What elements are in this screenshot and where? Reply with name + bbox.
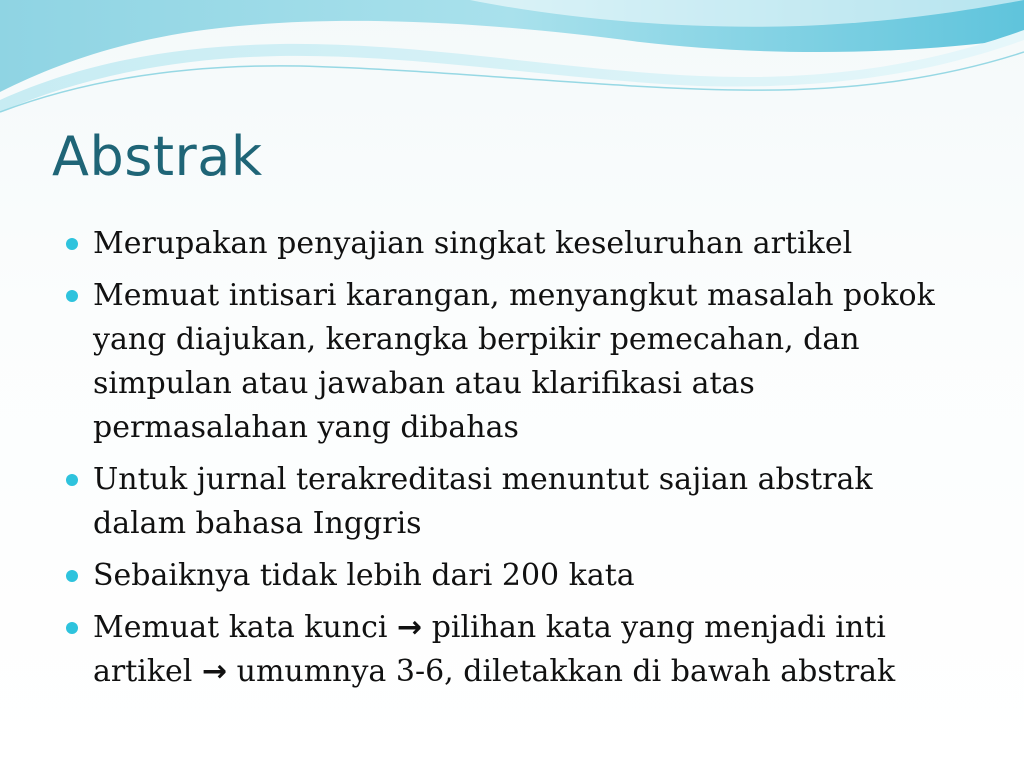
bullet-text: Merupakan penyajian singkat keseluruhan artikel	[93, 226, 853, 261]
bullet-item	[64, 274, 964, 450]
bullet-icon	[66, 474, 78, 486]
bullet-text: Sebaiknya tidak lebih dari 200 kata	[93, 558, 635, 593]
bullet-list	[64, 222, 964, 702]
bullet-text: Memuat intisari karangan, menyangkut masalah pokok yang diajukan, kerangka berpikir pemecahan, dan simpulan atau jawaban atau klarifikasi atas permasalahan yang dibahas	[93, 278, 935, 445]
bullet-text-part: pilihan kata yang menjadi inti artikel	[93, 610, 886, 689]
arrow-right-icon: →	[201, 654, 228, 689]
arrow-right-icon: →	[397, 610, 423, 645]
bullet-item	[64, 458, 964, 546]
bullet-item	[64, 554, 964, 598]
decorative-wave-header	[0, 0, 1024, 130]
bullet-item	[64, 222, 964, 266]
bullet-text: Untuk jurnal terakreditasi menuntut sajian abstrak dalam bahasa Inggris	[93, 462, 873, 541]
bullet-text-part: umumnya 3-6, diletakkan di bawah abstrak	[227, 654, 896, 689]
bullet-icon	[66, 622, 78, 634]
bullet-icon	[66, 290, 78, 302]
slide-title: Abstrak	[52, 125, 263, 188]
bullet-text-part: Memuat kata kunci	[93, 610, 398, 645]
bullet-icon	[66, 238, 78, 250]
bullet-icon	[66, 570, 78, 582]
bullet-item	[64, 606, 964, 694]
